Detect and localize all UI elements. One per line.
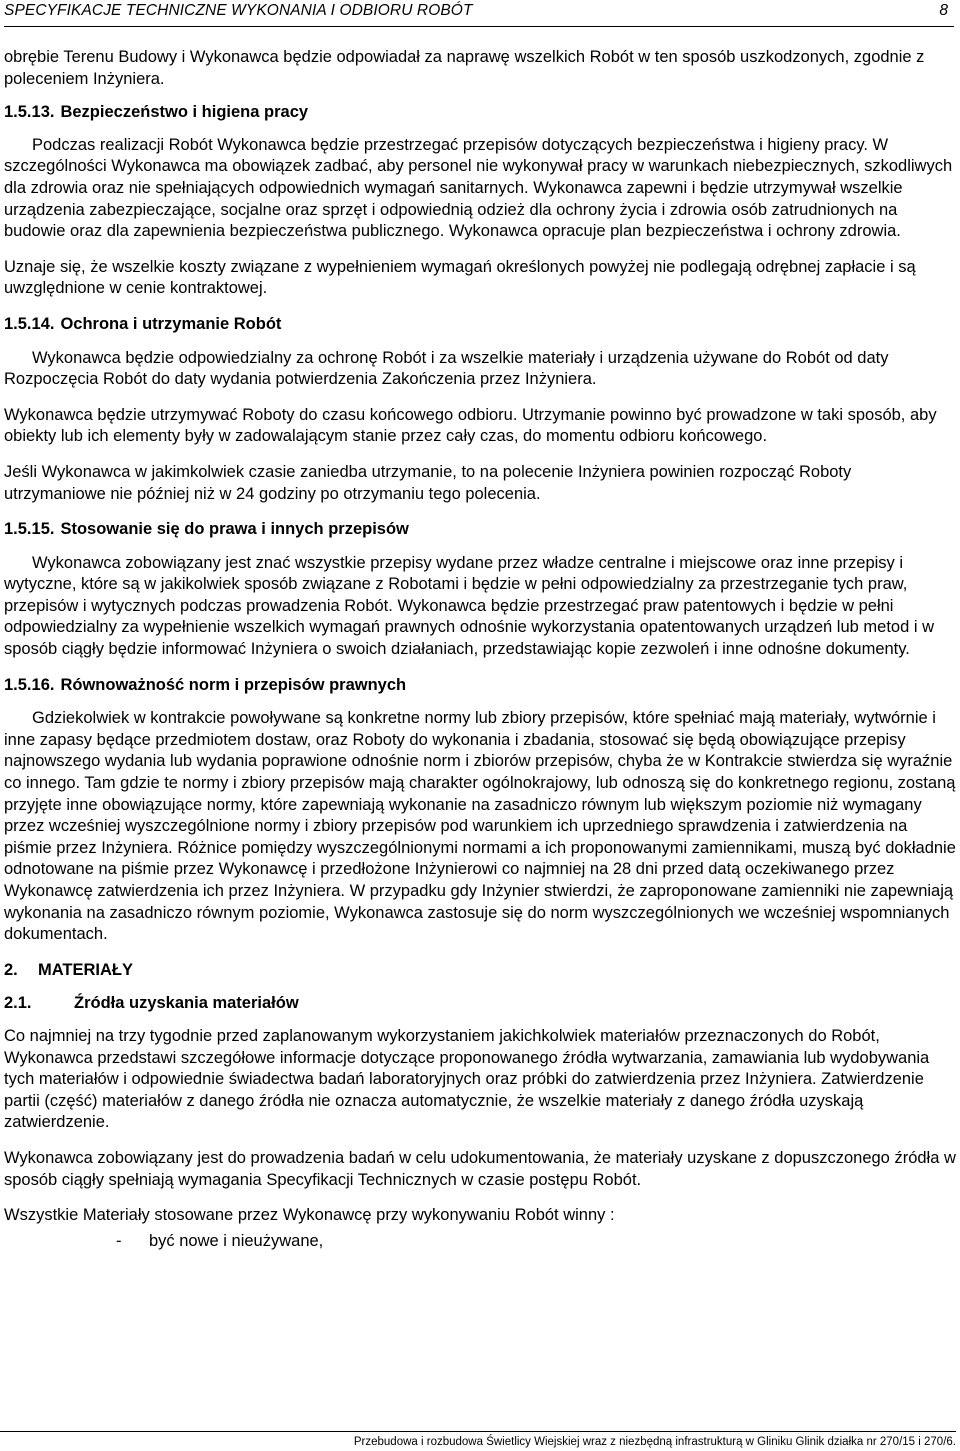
section-number: 2. xyxy=(4,960,18,979)
paragraph: Wykonawca będzie utrzymywać Roboty do czasu końcowego odbioru. Utrzymanie powinno być prowadzone w taki sposób, aby obiekty lub ich elementy były w zadowalającym stanie przez cały czas, do momentu odbioru końcowego. xyxy=(4,405,937,446)
paragraph: Jeśli Wykonawca w jakimkolwiek czasie zaniedba utrzymanie, to na polecenie Inżyniera powinien rozpocząć Roboty utrzymaniowe nie później niż w 24 godziny po otrzymaniu tego polecenia. xyxy=(4,462,852,503)
page-footer xyxy=(0,1431,956,1451)
section-number: 2.1. xyxy=(4,994,32,1013)
section-title: Bezpieczeństwo i higiena pracy xyxy=(60,103,309,122)
list-dash: - xyxy=(116,1231,122,1250)
section-title: MATERIAŁY xyxy=(38,960,134,979)
list-item-text: być nowe i nieużywane, xyxy=(149,1231,324,1250)
list-item xyxy=(4,1231,956,1253)
footer-text: Przebudowa i rozbudowa Świetlicy Wiejskiej wraz z niezbędną infrastrukturą w Gliniku Glinik działka nr 270/15 i 270/6. xyxy=(353,1436,956,1448)
paragraph: Uznaje się, że wszelkie koszty związane z wypełnieniem wymagań określonych powyżej nie podlegają odrębnej zapłacie i są uwzględnione w cenie kontraktowej. xyxy=(4,257,916,298)
paragraph: Podczas realizacji Robót Wykonawca będzie przestrzegać przepisów dotyczących bezpieczeństwa i higieny pracy. W szczególności Wykonawca ma obowiązek zadbać, aby personel nie wykonywał pracy w warunkach niebezpiecznych, szkodliwych dla zdrowia oraz nie spełniających odpowiednich wymagań sanitarnych. Wykonawca zapewni i będzie utrzymywał wszelkie urządzenia zabezpieczające, socjalne oraz sprzęt i odpowiednią odzież dla ochrony życia i zdrowia osób zatrudnionych na budowie oraz dla zapewnienia bezpieczeństwa publicznego. Wykonawca opracuje plan bezpieczeństwa i ochrony zdrowia. xyxy=(4,135,953,241)
section-heading-2-1 xyxy=(4,993,956,1015)
paragraph: Wykonawca zobowiązany jest znać wszystkie przepisy wydane przez władze centralne i miejscowe oraz inne przepisy i wytyczne, które są w jakikolwiek sposób związane z Robotami i będzie w pełni odpowiedzialny za przestrzeganie tych praw, przepisów i wytycznych podczas prowadzenia Robót. Wykonawca będzie przestrzegać praw patentowych i będzie w pełni odpowiedzialny za wypełnienie wszelkich wymagań prawnych odnośnie wykorzystania opatentowanych urządzeń lub metod i w sposób ciągły będzie informować Inżyniera o swoich działaniach, przedstawiając kopie zezwoleń i inne odnośne dokumenty. xyxy=(4,553,935,659)
document-body xyxy=(4,47,956,1252)
paragraph: Wykonawca będzie odpowiedzialny za ochronę Robót i za wszelkie materiały i urządzenia używane do Robót od daty Rozpoczęcia Robót do daty wydania potwierdzenia Zakończenia przez Inżyniera. xyxy=(4,348,889,389)
paragraph: Wszystkie Materiały stosowane przez Wykonawcę przy wykonywaniu Robót winny : xyxy=(4,1206,615,1225)
paragraph: Gdziekolwiek w kontrakcie powoływane są konkretne normy lub zbiory przepisów, które spełniać mają materiały, wytwórnie i inne zapasy będące przedmiotem dostaw, oraz Roboty do wykonania i zbadania, stosować się będą obowiązujące przepisy najnowszego wydania lub wydania poprawione odnośnie norm i zbiorów przepisów, chyba że w Kontrakcie stwierdza się wyraźnie co innego. Tam gdzie te normy i zbiory przepisów mają charakter ogólnokrajowy, lub odnoszą się do konkretnego regionu, zostaną przyjęte inne obowiązujące normy, które zapewniają wykonanie na zasadniczo równym lub większym poziomie niż wymagany przez wcześniej wyszczególnione normy i zbiory przepisów pod warunkiem ich uprzedniego sprawdzenia i zatwierdzenia na piśmie przez Inżyniera. Różnice pomiędzy wyszczególnionymi normami a ich proponowanymi zamiennikami, muszą być dokładnie odnotowane na piśmie przez Wykonawcę i przedłożone Inżynierowi co najmniej na 28 dni przed datą oczekiwanego przez Wykonawcę zatwierdzenia ich przez Inżyniera. W przypadku gdy Inżynier stwierdzi, że zaproponowane zamienniki nie zapewniają wykonania na zasadniczo równym poziomie, Wykonawca zastosuje się do norm wyszczególnionych we wcześniej wspomnianych dokumentach. xyxy=(4,709,956,944)
section-title: Stosowanie się do prawa i innych przepisów xyxy=(60,520,409,539)
section-heading-2 xyxy=(4,960,956,982)
section-title: Źródła uzyskania materiałów xyxy=(74,994,299,1013)
section-title: Równoważność norm i przepisów prawnych xyxy=(60,675,407,694)
section-number: 1.5.14. xyxy=(4,314,55,333)
paragraph: Co najmniej na trzy tygodnie przed zaplanowanym wykorzystaniem jakichkolwiek materiałów przeznaczonych do Robót, Wykonawca przedstawi szczegółowe informacje dotyczące proponowanego źródła wytwarzania, zamawiania lub wydobywania tych materiałów i odpowiednie świadectwa badań laboratoryjnych oraz próbki do zatwierdzenia przez Inżyniera. Zatwierdzenie partii (część) materiałów z danego źródła nie oznacza automatycznie, że wszelkie materiały z danego źródła uzyskają zatwierdzenie. xyxy=(4,1026,930,1132)
section-heading-1-5-13 xyxy=(4,102,956,124)
paragraph-intro: obrębie Terenu Budowy i Wykonawca będzie odpowiadał za naprawę wszelkich Robót w ten sposób uszkodzonych, zgodnie z poleceniem Inżyniera. xyxy=(4,48,925,88)
section-number: 1.5.16. xyxy=(4,675,55,694)
document-title: SPECYFIKACJE TECHNICZNE WYKONANIA I ODBIORU ROBÓT xyxy=(4,2,473,19)
page-header xyxy=(4,0,954,27)
section-heading-1-5-14 xyxy=(4,314,956,336)
section-number: 1.5.15. xyxy=(4,520,55,539)
section-number: 1.5.13. xyxy=(4,103,55,122)
page-number: 8 xyxy=(939,2,948,19)
section-heading-1-5-15 xyxy=(4,519,956,541)
section-heading-1-5-16 xyxy=(4,675,956,697)
paragraph: Wykonawca zobowiązany jest do prowadzenia badań w celu udokumentowania, że materiały uzyskane z dopuszczonego źródła w sposób ciągły spełniają wymagania Specyfikacji Technicznych w czasie postępu Robót. xyxy=(4,1148,956,1189)
section-title: Ochrona i utrzymanie Robót xyxy=(60,314,282,333)
